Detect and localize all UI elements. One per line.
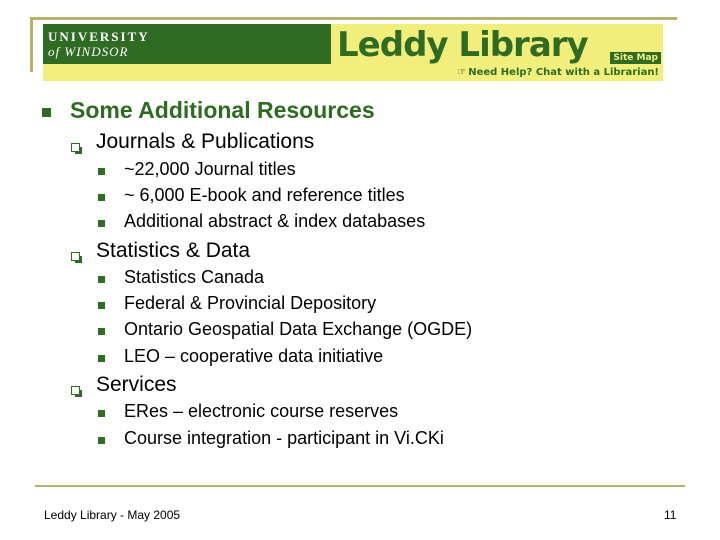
help-chat-label: Need Help? Chat with a Librarian!	[468, 67, 659, 78]
library-logo[interactable]: Leddy Library	[337, 25, 588, 65]
list-item: ~22,000 Journal titles	[124, 159, 296, 179]
list-item: Statistics Canada	[124, 267, 265, 287]
level2-bullet-icon	[71, 252, 80, 261]
library-banner	[43, 24, 663, 81]
list-item: Additional abstract & index databases	[124, 211, 426, 231]
footer-rule	[35, 485, 685, 487]
level3-bullet-icon	[98, 328, 105, 335]
section-title-services: Services	[96, 373, 177, 396]
level2-bullet-icon	[71, 143, 80, 152]
university-logo-line1: UNIVERSITY	[48, 29, 150, 44]
section-title-journals: Journals & Publications	[96, 130, 315, 153]
list-item: ~ 6,000 E-book and reference titles	[124, 185, 405, 205]
list-item: Federal & Provincial Depository	[124, 293, 377, 313]
frame-left-rule	[30, 17, 33, 72]
level3-bullet-icon	[98, 168, 105, 175]
level3-bullet-icon	[98, 220, 105, 227]
level3-bullet-icon	[98, 194, 105, 201]
frame-top-rule	[30, 17, 677, 20]
level1-bullet-icon	[42, 108, 51, 117]
page-number: 11	[664, 508, 677, 522]
university-logo-line2: of WINDSOR	[48, 44, 129, 59]
level3-bullet-icon	[98, 276, 105, 283]
university-logo[interactable]	[46, 27, 152, 60]
slide-heading: Some Additional Resources	[70, 97, 375, 123]
list-item: Ontario Geospatial Data Exchange (OGDE)	[124, 319, 473, 339]
pointing-hand-icon: ☞	[457, 67, 467, 78]
help-chat-link[interactable]	[457, 67, 659, 78]
level3-bullet-icon	[98, 410, 105, 417]
section-title-statistics: Statistics & Data	[96, 239, 251, 262]
level3-bullet-icon	[98, 355, 105, 362]
footer-text: Leddy Library - May 2005	[44, 508, 181, 522]
level2-bullet-icon	[71, 386, 80, 395]
list-item: LEO – cooperative data initiative	[124, 346, 384, 366]
list-item: ERes – electronic course reserves	[124, 401, 399, 421]
site-map-link[interactable]: Site Map	[610, 52, 661, 64]
level3-bullet-icon	[98, 302, 105, 309]
list-item: Course integration - participant in Vi.CKi	[124, 428, 444, 448]
level3-bullet-icon	[98, 437, 105, 444]
